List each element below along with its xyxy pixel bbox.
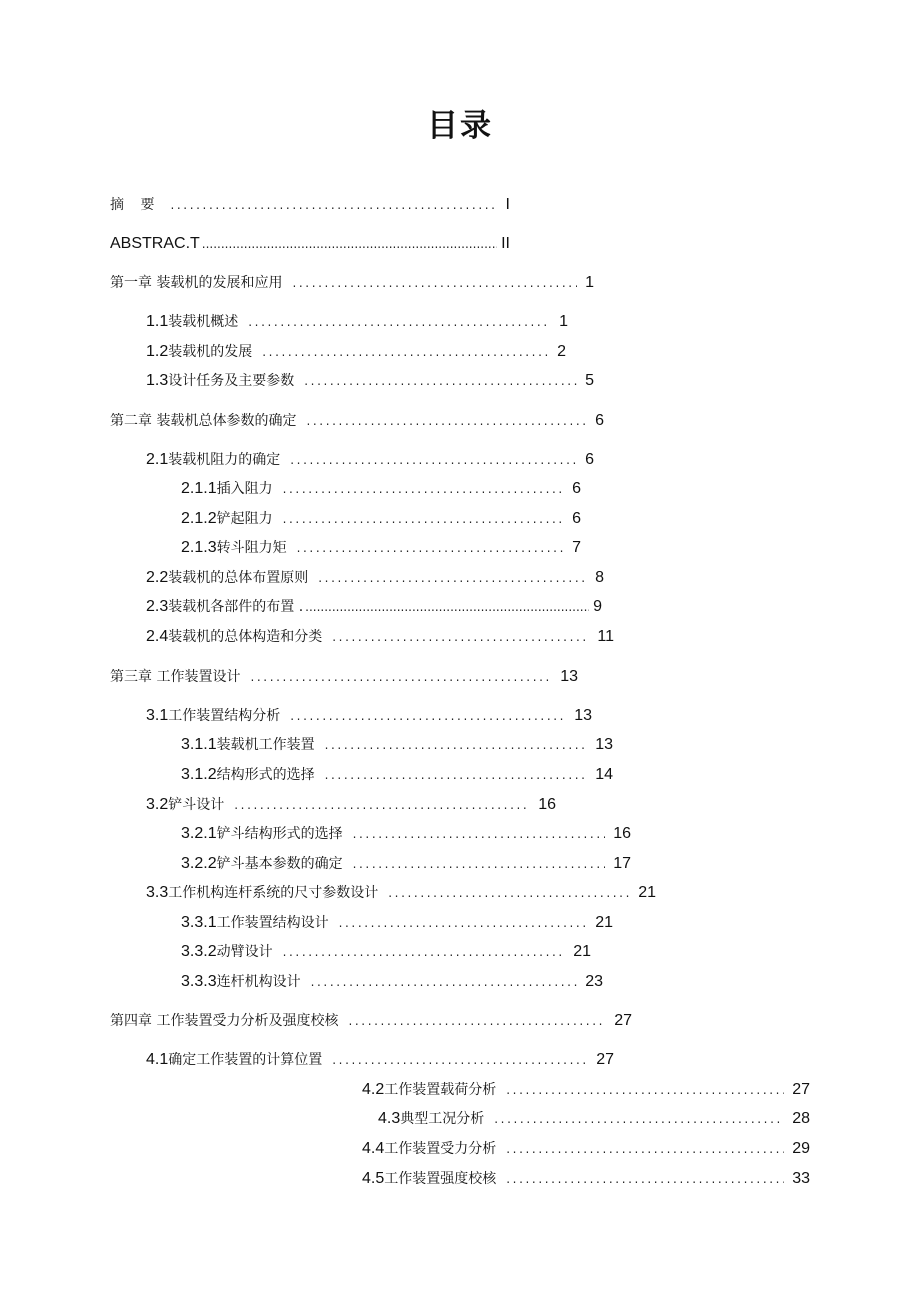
toc-entry-2-1-2[interactable] xyxy=(181,508,581,530)
toc-page-number: 21 xyxy=(573,943,591,960)
toc-section-number: 2.4 xyxy=(146,628,169,645)
toc-section-number: 4.4 xyxy=(362,1140,385,1157)
toc-leader-dots xyxy=(339,912,588,934)
toc-section-number: 2.1.3 xyxy=(181,539,217,556)
toc-leader-dots xyxy=(248,311,551,333)
toc-entry-4-4[interactable] xyxy=(362,1138,810,1160)
toc-entry-1-2[interactable] xyxy=(146,341,566,363)
toc-entry-2-1-1[interactable] xyxy=(181,478,581,500)
toc-page-number: 16 xyxy=(613,825,631,842)
toc-page-number: 27 xyxy=(792,1081,810,1098)
toc-entry-2-3[interactable] xyxy=(146,596,602,618)
toc-page-number: 23 xyxy=(585,973,603,990)
toc-entry-4-2[interactable] xyxy=(362,1079,810,1101)
toc-page-number: 5 xyxy=(585,372,594,389)
toc-leader-dots xyxy=(332,626,589,648)
toc-page-number: 2 xyxy=(557,343,566,360)
toc-page-number: 33 xyxy=(792,1170,810,1187)
toc-leader-dots xyxy=(325,764,588,786)
toc-leader-dots xyxy=(290,449,577,471)
toc-entry-3-2-2[interactable] xyxy=(181,853,631,875)
toc-entry-3-3-2[interactable] xyxy=(181,941,591,963)
toc-leader-dots xyxy=(250,666,552,688)
toc-page-number: 17 xyxy=(613,855,631,872)
toc-entry-chapter-1[interactable] xyxy=(110,272,594,294)
toc-entry-2-4[interactable] xyxy=(146,626,614,648)
toc-page-number: 7 xyxy=(572,539,581,556)
toc-leader-dots xyxy=(506,1138,784,1160)
toc-label: 工作装置结构分析 xyxy=(168,708,281,724)
toc-section-number: 4.1 xyxy=(146,1051,169,1068)
toc-leader-dots xyxy=(348,1010,606,1032)
toc-entry-2-2[interactable] xyxy=(146,567,604,589)
toc-label: 确定工作装置的计算位置 xyxy=(168,1052,323,1068)
toc-label: 装载机各部件的布置 . xyxy=(168,599,304,615)
toc-label: 铲起阻力 xyxy=(216,511,273,527)
toc-label: 第二章 装载机总体参数的确定 xyxy=(110,413,297,429)
toc-entry-3-3[interactable] xyxy=(146,882,656,904)
toc-section-number: 3.3 xyxy=(146,884,169,901)
toc-page-number: I xyxy=(505,196,510,213)
toc-label: 典型工况分析 xyxy=(400,1111,485,1127)
toc-label: 装载机工作装置 xyxy=(216,737,315,753)
toc-page-number: 6 xyxy=(572,510,581,527)
toc-label: 工作装置载荷分析 xyxy=(384,1082,497,1098)
toc-page-number: 14 xyxy=(595,766,613,783)
toc-section-number: 3.1 xyxy=(146,707,169,724)
toc-page-number: 21 xyxy=(595,914,613,931)
toc-leader-dots xyxy=(353,823,606,845)
toc-leader-dots xyxy=(297,537,565,559)
toc-section-number: 3.3.1 xyxy=(181,914,217,931)
toc-entry-2-1[interactable] xyxy=(146,449,594,471)
toc-entry-3-1-1[interactable] xyxy=(181,734,613,756)
toc-page-number: 27 xyxy=(596,1051,614,1068)
toc-section-number: 2.1.1 xyxy=(181,480,217,497)
toc-page-number: 6 xyxy=(595,412,604,429)
toc-leader-dots xyxy=(283,508,565,530)
toc-section-number: 1.3 xyxy=(146,372,169,389)
toc-page-number: 8 xyxy=(595,569,604,586)
toc-page-number: 13 xyxy=(560,668,578,685)
toc-label: 连杆机构设计 xyxy=(216,974,301,990)
toc-section-number: 3.1.2 xyxy=(181,766,217,783)
toc-label: 插入阻力 xyxy=(216,481,273,497)
toc-entry-1-3[interactable] xyxy=(146,370,594,392)
toc-page-number: II xyxy=(501,235,510,252)
toc-label: 铲斗基本参数的确定 xyxy=(216,856,343,872)
toc-page-number: 28 xyxy=(792,1110,810,1127)
toc-section-number: 4.5 xyxy=(362,1170,385,1187)
toc-leader-dots xyxy=(292,272,577,294)
toc-label: 铲斗结构形式的选择 xyxy=(216,826,343,842)
toc-entry-3-1-2[interactable] xyxy=(181,764,613,786)
toc-section-number: 1.2 xyxy=(146,343,169,360)
toc-label: 动臂设计 xyxy=(216,944,273,960)
toc-page-number: 1 xyxy=(585,274,594,291)
toc-entry-3-3-1[interactable] xyxy=(181,912,613,934)
toc-page-number: 29 xyxy=(792,1140,810,1157)
toc-leader-dots xyxy=(170,194,497,216)
toc-page-number: 27 xyxy=(614,1012,632,1029)
toc-leader-dots xyxy=(234,794,530,816)
toc-leader-dots xyxy=(318,567,587,589)
toc-section-number: 3.2.1 xyxy=(181,825,217,842)
toc-entry-3-2[interactable] xyxy=(146,794,556,816)
toc-entry-chapter-3[interactable] xyxy=(110,666,578,688)
toc-label: 铲斗设计 xyxy=(168,797,225,813)
toc-leader-dots xyxy=(506,1079,784,1101)
toc-section-number: 4.2 xyxy=(362,1081,385,1098)
toc-leader-dots xyxy=(306,410,587,432)
toc-leader-dots xyxy=(353,853,606,875)
toc-label: ABSTRAC.T xyxy=(110,235,200,252)
toc-section-number: 2.1.2 xyxy=(181,510,217,527)
toc-label: 装载机的总体布置原则 xyxy=(168,570,309,586)
toc-section-number: 3.1.1 xyxy=(181,736,217,753)
toc-leader-dots xyxy=(325,734,588,756)
toc-leader-dots xyxy=(262,341,549,363)
toc-entry-4-1[interactable] xyxy=(146,1049,614,1071)
toc-leader-dots xyxy=(283,478,565,500)
toc-label: 装载机的总体构造和分类 xyxy=(168,629,323,645)
toc-leader-dots xyxy=(202,233,497,255)
toc-section-number: 2.3 xyxy=(146,598,169,615)
toc-label: 设计任务及主要参数 xyxy=(168,373,295,389)
toc-label: 工作机构连杆系统的尺寸参数设计 xyxy=(168,885,379,901)
toc-entry-1-1[interactable] xyxy=(146,311,568,333)
toc-entry-abstract-en[interactable] xyxy=(110,233,510,255)
toc-label: 第四章 工作装置受力分析及强度校核 xyxy=(110,1013,339,1029)
toc-section-number: 3.2 xyxy=(146,796,169,813)
toc-label: 第一章 装载机的发展和应用 xyxy=(110,275,283,291)
toc-section-number: 2.2 xyxy=(146,569,169,586)
toc-page-number: 11 xyxy=(597,628,614,645)
toc-page-number: 6 xyxy=(572,480,581,497)
toc-label: 摘 要 xyxy=(110,197,161,213)
toc-page-number: 9 xyxy=(593,598,602,615)
toc-page-number: 1 xyxy=(559,313,568,330)
toc-leader-dots xyxy=(388,882,630,904)
toc-page-number: 13 xyxy=(574,707,592,724)
toc-entry-3-3-3[interactable] xyxy=(181,971,603,993)
toc-leader-dots xyxy=(283,941,566,963)
toc-label: 装载机概述 xyxy=(168,314,239,330)
toc-entry-abstract-cn[interactable] xyxy=(110,194,510,216)
toc-page-number: 21 xyxy=(638,884,656,901)
toc-label: 装载机阻力的确定 xyxy=(168,452,281,468)
toc-leader-dots xyxy=(304,370,577,392)
toc-entry-chapter-4[interactable] xyxy=(110,1010,632,1032)
toc-label: 装载机的发展 xyxy=(168,344,253,360)
toc-page-number: 13 xyxy=(595,736,613,753)
toc-label: 工作装置强度校核 xyxy=(384,1171,497,1187)
toc-label: 转斗阻力矩 xyxy=(216,540,287,556)
toc-section-number: 3.3.2 xyxy=(181,943,217,960)
toc-section-number: 3.2.2 xyxy=(181,855,217,872)
toc-entry-2-1-3[interactable] xyxy=(181,537,581,559)
toc-page-number: 16 xyxy=(538,796,556,813)
toc-leader-dots xyxy=(305,596,589,618)
toc-entry-4-5[interactable] xyxy=(362,1168,810,1190)
toc-label: 第三章 工作装置设计 xyxy=(110,669,241,685)
toc-leader-dots xyxy=(311,971,578,993)
toc-leader-dots xyxy=(506,1168,784,1190)
toc-label: 结构形式的选择 xyxy=(216,767,315,783)
toc-entry-4-3[interactable] xyxy=(378,1108,810,1130)
toc-leader-dots xyxy=(332,1049,588,1071)
toc-label: 工作装置结构设计 xyxy=(216,915,329,931)
toc-section-number: 4.3 xyxy=(378,1110,401,1127)
toc-leader-dots xyxy=(290,705,566,727)
toc-section-number: 2.1 xyxy=(146,451,169,468)
toc-section-number: 3.3.3 xyxy=(181,973,217,990)
toc-leader-dots xyxy=(494,1108,784,1130)
page-title: 目录 xyxy=(427,108,493,144)
toc-page-number: 6 xyxy=(585,451,594,468)
toc-section-number: 1.1 xyxy=(146,313,169,330)
toc-label: 工作装置受力分析 xyxy=(384,1141,497,1157)
toc-entry-3-1[interactable] xyxy=(146,705,592,727)
toc-entry-chapter-2[interactable] xyxy=(110,410,604,432)
toc-entry-3-2-1[interactable] xyxy=(181,823,631,845)
